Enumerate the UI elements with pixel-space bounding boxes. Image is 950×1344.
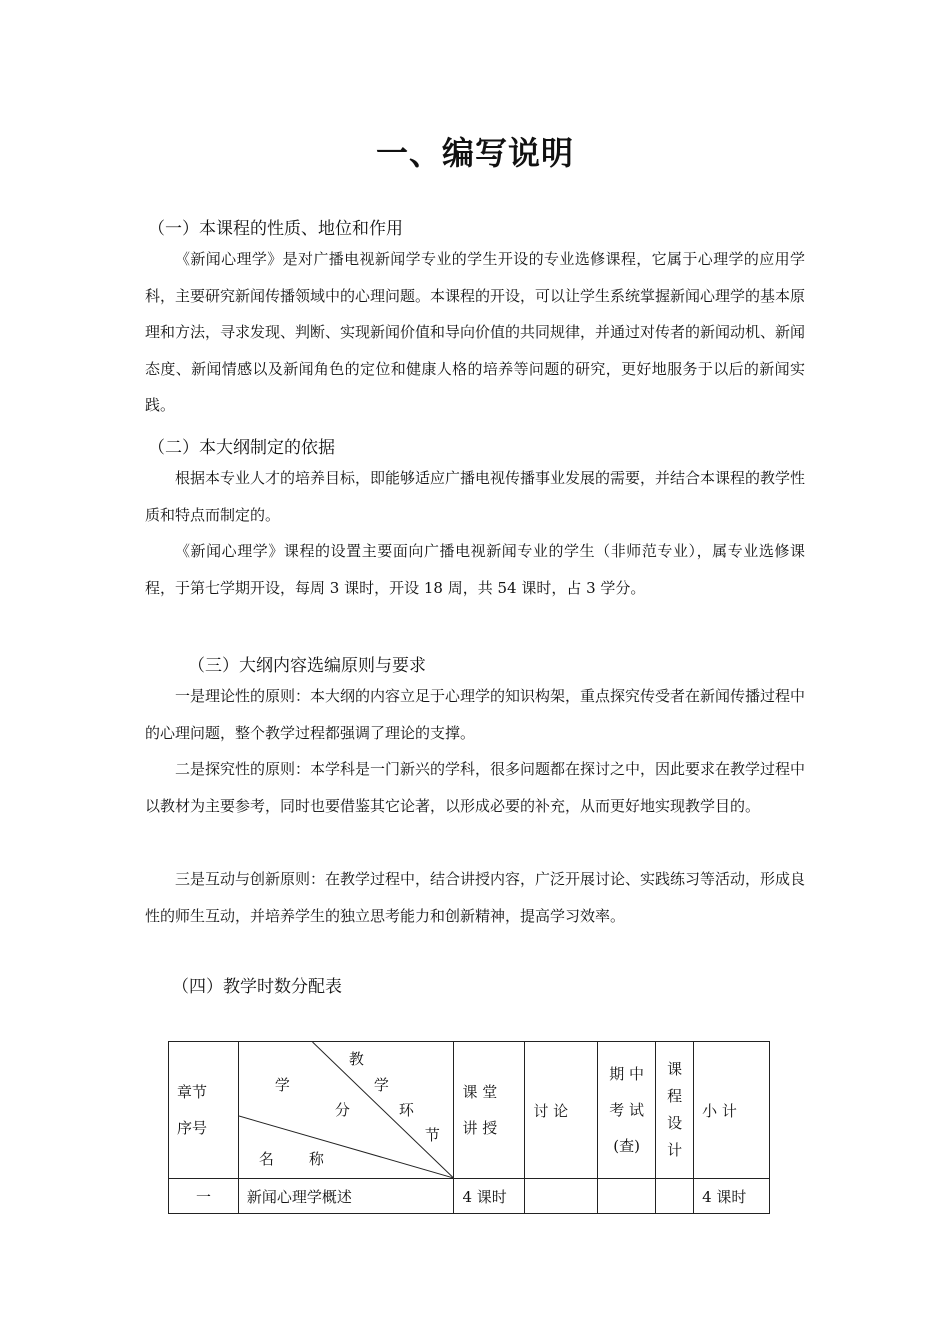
cell-subtotal: 4 课时 <box>694 1179 770 1214</box>
diag-label-ming: 名 <box>258 1150 274 1168</box>
diag-label-cheng: 称 <box>308 1150 324 1168</box>
cell-design <box>656 1179 694 1214</box>
teaching-hours-table <box>168 1041 770 1214</box>
cell-name: 新闻心理学概述 <box>238 1179 454 1214</box>
section-3-paragraph-3: 三是互动与创新原则：在教学过程中，结合讲授内容，广泛开展讨论、实践练习等活动，形成良性的师生互动，并培养学生的独立思考能力和创新精神，提高学习效率。 <box>145 870 806 925</box>
page-title: 一、编写说明 <box>375 134 574 172</box>
section-4-heading: （四）教学时数分配表 <box>172 977 342 997</box>
header-subtotal: 小 计 <box>694 1042 770 1179</box>
table-header-row <box>169 1042 770 1179</box>
diag-label-fen: 分 <box>334 1101 350 1119</box>
section-2-paragraph-2: 《新闻心理学》课程的设置主要面向广播电视新闻专业的学生（非师范专业），属专业选修课程，于第七学期开设，每周 3 课时，开设 18 周，共 54 课时，占 3 学分。 <box>145 542 805 597</box>
header-discussion: 讨 论 <box>525 1042 598 1179</box>
header-chapter-number: 章节 序号 <box>169 1042 239 1179</box>
cell-discussion <box>525 1179 598 1214</box>
table-row <box>169 1179 770 1214</box>
section-3-heading: （三）大纲内容选编原则与要求 <box>188 656 426 676</box>
diag-label-xue-left: 学 <box>274 1076 290 1094</box>
section-1-paragraph: 《新闻心理学》是对广播电视新闻学专业的学生开设的专业选修课程，它属于心理学的应用学科，主要研究新闻传播领域中的心理问题。本课程的开设，可以让学生系统掌握新闻心理学的基本原理和方法，寻求发现、判断、实现新闻价值和导向价值的共同规律，并通过对传者的新闻动机、新闻态度、新闻情感以及新闻角色的定位和健康人格的培养等问题的研究，更好地服务于以后的新闻实践。 <box>145 250 806 414</box>
cell-exam <box>598 1179 656 1214</box>
header-diagonal-cell <box>238 1042 454 1179</box>
section-3-paragraph-2: 二是探究性的原则：本学科是一门新兴的学科，很多问题都在探讨之中，因此要求在教学过程中以教材为主要参考，同时也要借鉴其它论著，以形成必要的补充，从而更好地实现教学目的。 <box>145 760 806 815</box>
section-2-heading: （二）本大纲制定的依据 <box>148 438 335 458</box>
header-lecture: 课 堂 讲 授 <box>454 1042 525 1179</box>
header-midterm-exam: 期 中 考 试 (查) <box>598 1042 656 1179</box>
section-3-paragraph-1: 一是理论性的原则：本大纲的内容立足于心理学的知识构架，重点探究传受者在新闻传播过程中的心理问题，整个教学过程都强调了理论的支撑。 <box>145 687 806 742</box>
section-1-heading: （一）本课程的性质、地位和作用 <box>148 219 403 239</box>
cell-chapter: 一 <box>169 1179 239 1214</box>
header-course-design: 课 程 设 计 <box>656 1042 694 1179</box>
cell-lecture: 4 课时 <box>454 1179 525 1214</box>
diag-label-huan: 环 <box>398 1101 414 1119</box>
diag-label-jie: 节 <box>424 1126 440 1144</box>
diag-label-jiao: 教 <box>348 1050 364 1068</box>
diag-label-xue-right: 学 <box>373 1076 389 1094</box>
section-2-paragraph-1: 根据本专业人才的培养目标，即能够适应广播电视传播事业发展的需要，并结合本课程的教学性质和特点而制定的。 <box>145 469 806 524</box>
